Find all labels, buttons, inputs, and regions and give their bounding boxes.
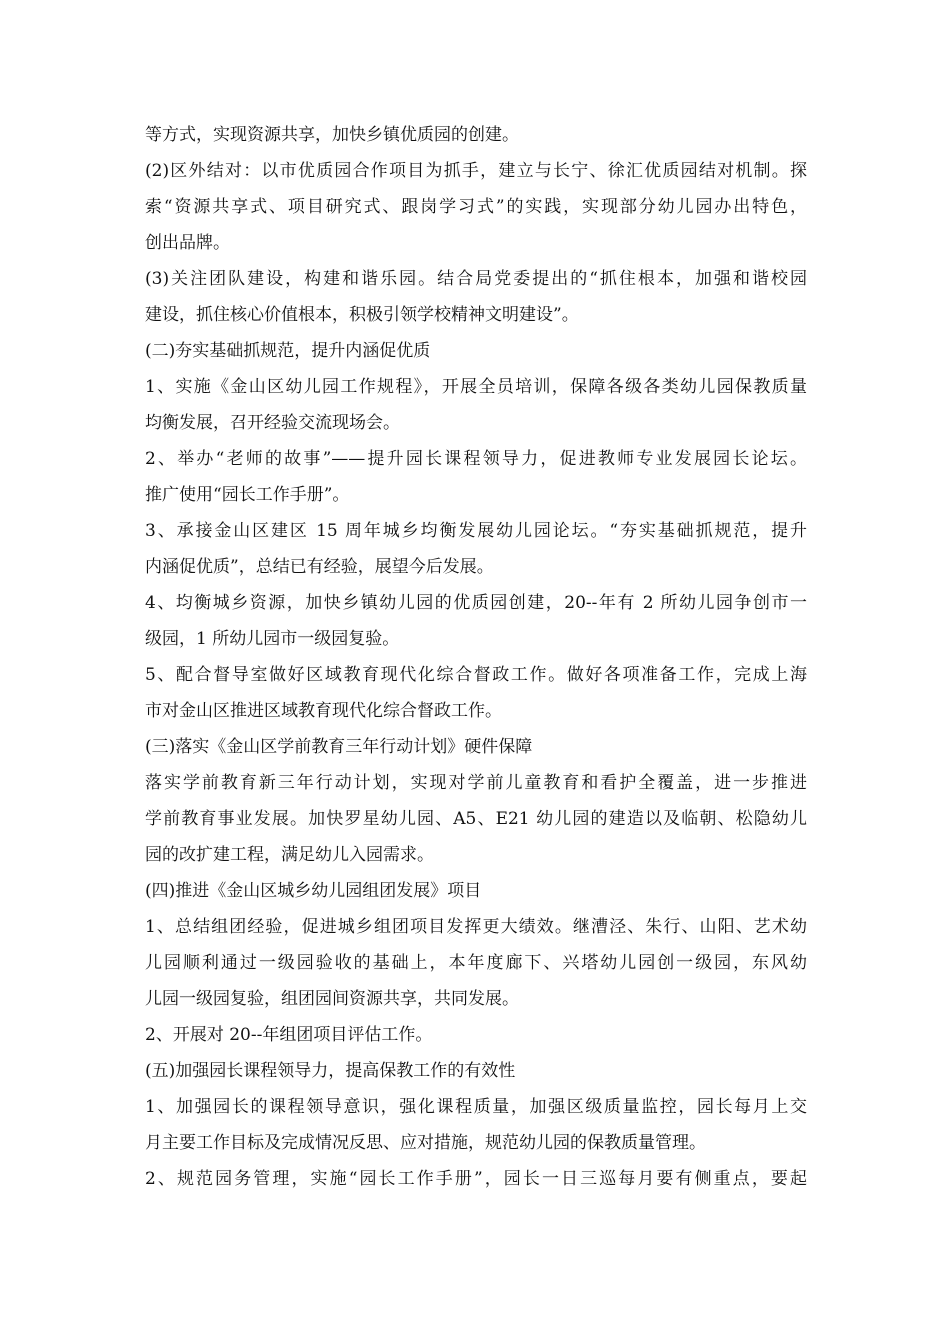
section-heading: (四)推进《金山区城乡幼儿园组团发展》项目 <box>145 881 482 901</box>
text-line: 1、加强园长的课程领导意识，强化课程质量，加强区级质量监控，园长每月上交 <box>145 1097 807 1117</box>
section-heading: (五)加强园长课程领导力，提高保教工作的有效性 <box>145 1061 516 1081</box>
text-line: 5、配合督导室做好区域教育现代化综合督政工作。做好各项准备工作，完成上海 <box>145 665 807 685</box>
text-line: 园的改扩建工程，满足幼儿入园需求。 <box>145 845 434 865</box>
text-line: 等方式，实现资源共享，加快乡镇优质园的创建。 <box>145 125 519 145</box>
text-line: 推广使用“园长工作手册”。 <box>145 485 350 505</box>
text-line: 内涵促优质”，总结已有经验，展望今后发展。 <box>145 557 494 577</box>
text-line: 3、承接金山区建区 15 周年城乡均衡发展幼儿园论坛。“夯实基础抓规范，提升 <box>145 521 807 541</box>
text-line: 2、举办“老师的故事”——提升园长课程领导力，促进教师专业发展园长论坛。 <box>145 449 807 469</box>
text-line: 建设，抓住核心价值根本，积极引领学校精神文明建设”。 <box>145 305 579 325</box>
text-line: 学前教育事业发展。加快罗星幼儿园、A5、E21 幼儿园的建造以及临朝、松隐幼儿 <box>145 809 807 829</box>
text-line: 1、总结组团经验，促进城乡组团项目发挥更大绩效。继漕泾、朱行、山阳、艺术幼 <box>145 917 807 937</box>
text-line: 1、实施《金山区幼儿园工作规程》，开展全员培训，保障各级各类幼儿园保教质量 <box>145 377 807 397</box>
text-line: 儿园一级园复验，组团园间资源共享，共同发展。 <box>145 989 519 1009</box>
text-line: 均衡发展，召开经验交流现场会。 <box>145 413 400 433</box>
document-body <box>145 117 807 1197</box>
text-line: (3)关注团队建设，构建和谐乐园。结合局党委提出的“抓住根本，加强和谐校园 <box>145 269 807 289</box>
text-line: 月主要工作目标及完成情况反思、应对措施，规范幼儿园的保教质量管理。 <box>145 1133 706 1153</box>
text-line: 2、规范园务管理，实施“园长工作手册”，园长一日三巡每月要有侧重点，要起 <box>145 1169 807 1189</box>
text-line: 落实学前教育新三年行动计划，实现对学前儿童教育和看护全覆盖，进一步推进 <box>145 773 807 793</box>
text-line: 索“资源共享式、项目研究式、跟岗学习式”的实践，实现部分幼儿园办出特色， <box>145 197 807 217</box>
section-heading: (三)落实《金山区学前教育三年行动计划》硬件保障 <box>145 737 533 757</box>
text-line: (2)区外结对：以市优质园合作项目为抓手，建立与长宁、徐汇优质园结对机制。探 <box>145 161 807 181</box>
text-line: 儿园顺利通过一级园验收的基础上，本年度廊下、兴塔幼儿园创一级园，东风幼 <box>145 953 807 973</box>
text-line: 2、开展对 20--年组团项目评估工作。 <box>145 1025 433 1045</box>
section-heading: (二)夯实基础抓规范，提升内涵促优质 <box>145 341 431 361</box>
text-line: 级园，1 所幼儿园市一级园复验。 <box>145 629 400 649</box>
text-line: 创出品牌。 <box>145 233 230 253</box>
text-line: 4、均衡城乡资源，加快乡镇幼儿园的优质园创建，20--年有 2 所幼儿园争创市一 <box>145 593 807 613</box>
text-line: 市对金山区推进区域教育现代化综合督政工作。 <box>145 701 502 721</box>
